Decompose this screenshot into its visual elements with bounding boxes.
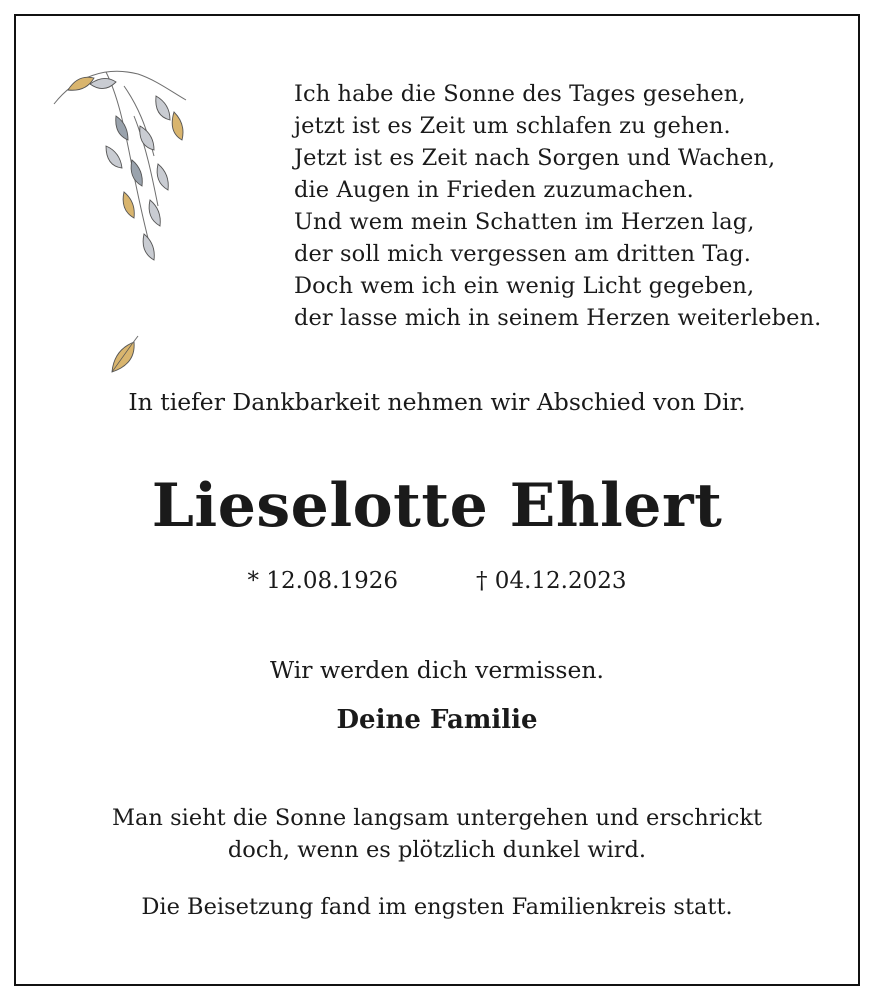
quote-line: doch, wenn es plötzlich dunkel wird. [227,837,647,863]
closing-quote [16,802,858,866]
falling-leaf-icon [104,328,144,378]
burial-notice: Die Beisetzung fand im engsten Familienkreis statt. [141,894,733,920]
death-date: † 04.12.2023 [476,568,627,594]
poem-line: der soll mich vergessen am dritten Tag. [294,241,752,267]
signature: Deine Familie [336,705,538,735]
poem [294,78,854,334]
poem-line: der lasse mich in seinem Herzen weiterleben. [294,305,822,331]
poem-line: Doch wem ich ein wenig Licht gegeben, [294,273,755,299]
birth-date: * 12.08.1926 [247,568,398,594]
life-dates [16,568,858,594]
deceased-name: Lieselotte Ehlert [151,471,723,541]
quote-line: Man sieht die Sonne langsam untergehen und erschrickt [111,805,762,831]
farewell-intro: In tiefer Dankbarkeit nehmen wir Abschied von Dir. [128,388,746,416]
poem-line: die Augen in Frieden zuzumachen. [294,177,694,203]
poem-line: Ich habe die Sonne des Tages gesehen, [294,81,746,107]
obituary-frame [14,14,860,986]
poem-line: Und wem mein Schatten im Herzen lag, [294,209,755,235]
poem-line: jetzt ist es Zeit um schlafen zu gehen. [294,113,731,139]
miss-message: Wir werden dich vermissen. [270,656,604,684]
birch-leaves-icon [46,56,206,276]
poem-line: Jetzt ist es Zeit nach Sorgen und Wachen, [294,145,776,171]
